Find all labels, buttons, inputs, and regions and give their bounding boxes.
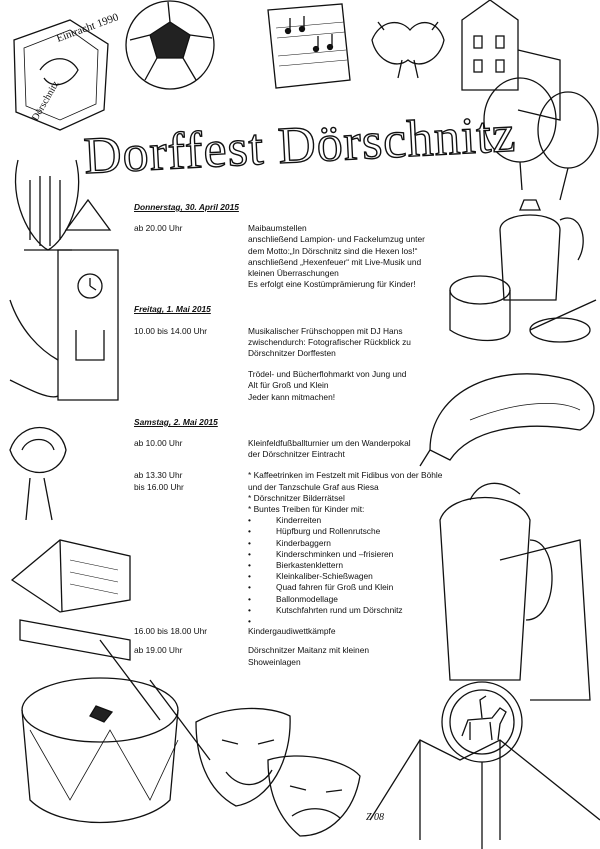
list-item: • Hüpfburg und Rollenrutsche	[248, 526, 454, 537]
program-row	[134, 626, 454, 637]
program-description	[248, 645, 454, 667]
beer-mugs-icon	[440, 483, 590, 700]
list-item: • Kleinkaliber-Schießwagen	[248, 571, 454, 582]
program-time: ab 20.00 Uhr	[134, 223, 183, 234]
saturday-section	[134, 417, 454, 668]
list-item: • Kinderschminken und –frisieren	[248, 549, 454, 560]
program-row	[134, 223, 454, 290]
program-line: Jeder kann mitmachen!	[248, 391, 336, 402]
program-time-end: bis 16.00 Uhr	[134, 481, 184, 492]
church-tower-icon	[10, 200, 118, 400]
program-description	[248, 326, 454, 360]
town-building-icon	[462, 0, 560, 120]
program-time-start: ab 13.30 Uhr	[134, 470, 183, 481]
crest-text-2: Dörschnitz	[30, 79, 62, 123]
horse-rider-sign-icon	[442, 682, 522, 849]
program-description	[248, 369, 454, 403]
list-item: • Bierkastenklettern	[248, 560, 454, 571]
program-line: dem Motto:„In Dörschnitz sind die Hexen los!“	[248, 245, 418, 256]
club-crest-icon	[14, 11, 121, 130]
program-time: ab 19.00 Uhr	[134, 645, 183, 656]
program-time: ab 10.00 Uhr	[134, 438, 183, 449]
thursday-heading: Donnerstag, 30. April 2015	[134, 202, 239, 212]
program-content	[134, 202, 454, 682]
coffee-and-cake-icon	[450, 200, 596, 342]
program-line: Showeinlagen	[248, 656, 301, 667]
program-line: Alt für Groß und Klein	[248, 380, 329, 391]
program-line: Es erfolgt eine Kostümprämierung für Kinder!	[248, 279, 416, 290]
program-row	[134, 369, 454, 403]
program-line: der Dörschnitzer Eintracht	[248, 449, 345, 460]
program-line: Trödel- und Bücherflohmarkt von Jung und	[248, 369, 407, 380]
event-title: Dorffest Dörschnitz	[82, 105, 518, 186]
program-description	[248, 438, 454, 460]
birds-icon	[372, 22, 444, 78]
program-row	[134, 645, 454, 667]
friday-heading: Freitag, 1. Mai 2015	[134, 304, 211, 315]
open-book-icon	[12, 540, 130, 660]
program-line: * Kaffeetrinken im Festzelt mit Fidibus von der Böhle	[248, 470, 443, 481]
crest-text-1: Eintracht 1990	[54, 11, 121, 45]
saturday-heading: Samstag, 2. Mai 2015	[134, 416, 218, 427]
tent-icon	[370, 740, 600, 840]
program-line: * Dörschnitzer Bilderrätsel	[248, 492, 345, 503]
program-line: anschließend Lampion- und Fackelumzug unter	[248, 234, 425, 245]
sheet-music-icon	[268, 4, 350, 88]
program-time: 10.00 bis 14.00 Uhr	[134, 325, 208, 336]
program-line: Dörschnitzer Maitanz mit kleinen	[248, 645, 370, 656]
program-line: kleinen Überraschungen	[248, 268, 339, 279]
list-item: • Kinderbaggern	[248, 538, 454, 549]
artist-signature: Z 08	[366, 812, 385, 823]
program-line: zwischendurch: Fotografischer Rückblick zu	[248, 336, 411, 347]
program-description	[248, 223, 454, 290]
program-description: Kindergaudiwettkämpfe	[248, 626, 336, 637]
program-row	[134, 326, 454, 360]
program-line: * Buntes Treiben für Kinder mit:	[248, 504, 365, 515]
program-time: 16.00 bis 18.00 Uhr	[134, 626, 208, 637]
list-item: • Kinderreiten	[248, 515, 454, 526]
program-line: Kleinfeldfußballturnier um den Wanderpokal	[248, 438, 411, 449]
program-time-empty	[134, 369, 248, 403]
program-row	[134, 438, 454, 460]
program-line: Maibaumstellen	[248, 223, 307, 234]
program-description	[248, 470, 454, 616]
theater-masks-icon	[196, 708, 360, 836]
rose-icon	[10, 428, 66, 521]
thursday-section	[134, 202, 454, 290]
program-row	[134, 470, 454, 616]
program-line: Dörschnitzer Dorffesten	[248, 348, 336, 359]
program-line: Musikalischer Frühschoppen mit DJ Hans	[248, 325, 403, 336]
program-time	[134, 470, 248, 616]
program-line: und der Tanzschule Graf aus Riesa	[248, 481, 379, 492]
friday-section	[134, 304, 454, 402]
soccer-ball-icon	[126, 1, 214, 89]
list-item: • Quad fahren für Groß und Klein	[248, 582, 454, 593]
program-line: anschließend „Hexenfeuer“ mit Live-Musik und	[248, 256, 422, 267]
kids-activities-list	[248, 515, 454, 616]
list-item: • Ballonmodellage	[248, 594, 454, 605]
list-item: • Kutschfahrten rund um Dörschnitz	[248, 605, 454, 616]
